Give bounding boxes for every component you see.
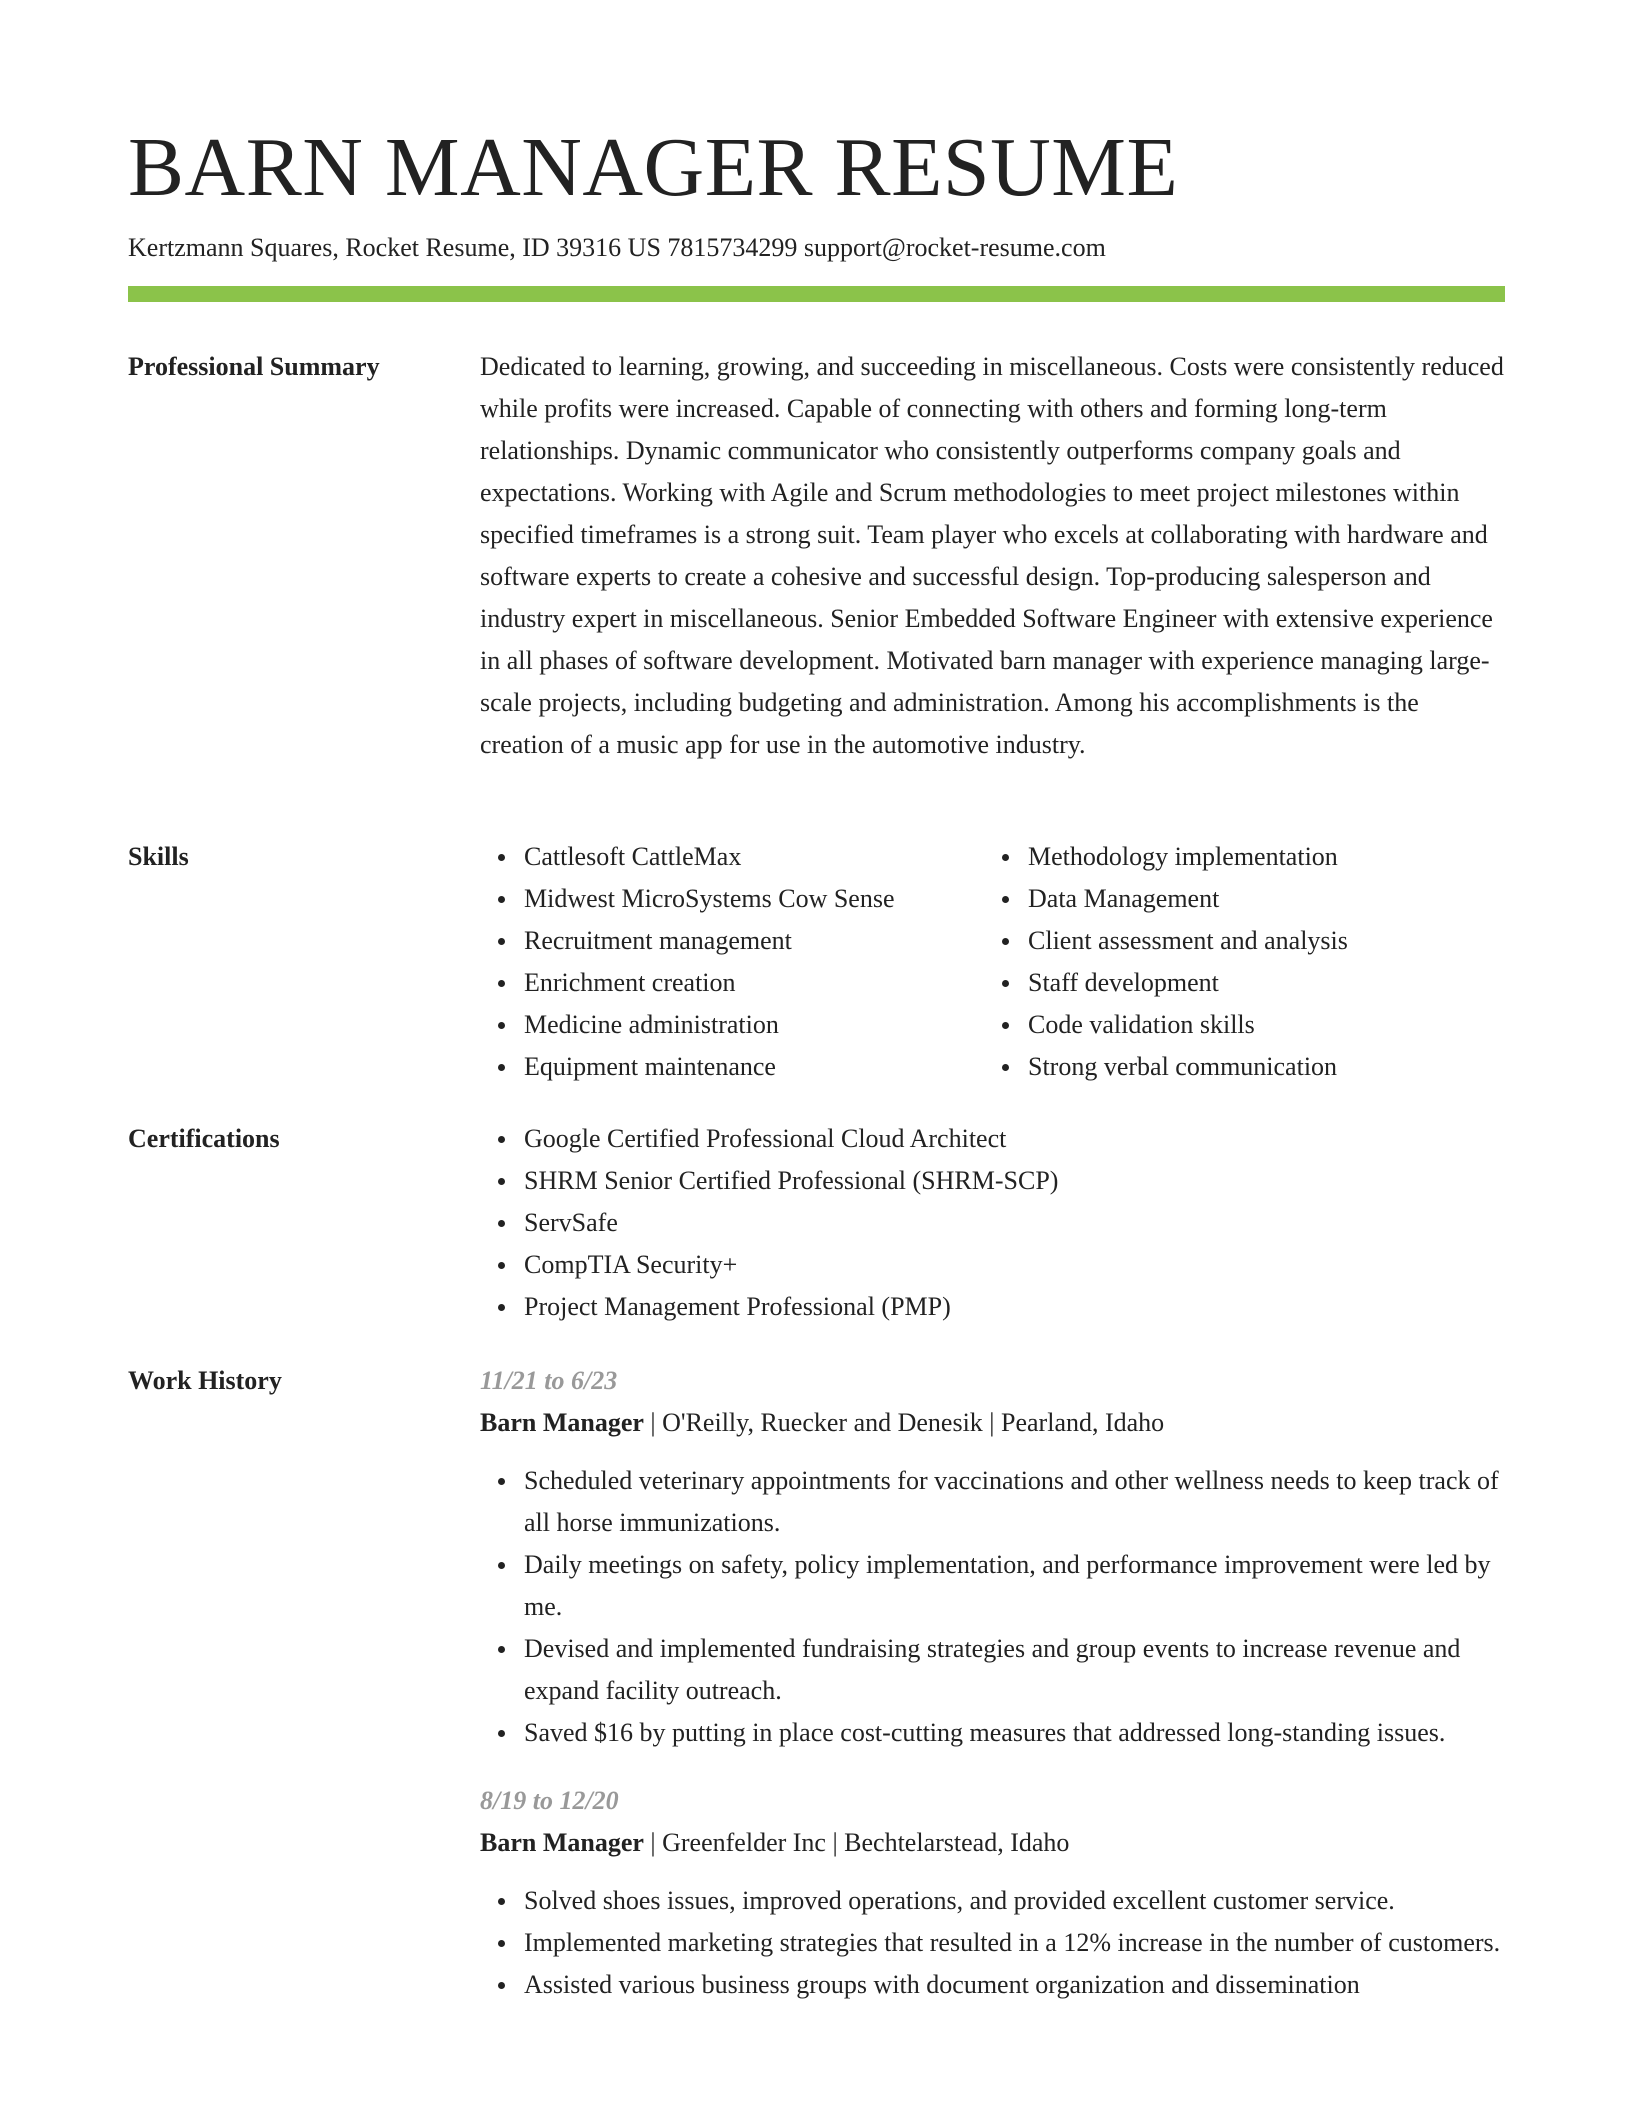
- skill-item: Enrichment creation: [524, 962, 984, 1004]
- work-history-label: Work History: [128, 1366, 282, 1395]
- certification-item: CompTIA Security+: [524, 1244, 1505, 1286]
- work-history-body: [480, 1360, 1505, 2032]
- summary-label: Professional Summary: [128, 352, 380, 381]
- certifications-body: [480, 1118, 1505, 1328]
- job-bullets: [480, 1460, 1505, 1754]
- job-dates: 11/21 to 6/23: [480, 1366, 618, 1395]
- summary-text: Dedicated to learning, growing, and succeeding in miscellaneous. Costs were consistently reduced while profits were increased. Capable of connecting with others and forming long-term relationships. Dynamic communicator who consistently outperforms company goals and expectations. Working with Agile and Scrum methodologies to meet project milestones within specified timeframes is a strong suit. Team player who excels at collaborating with hardware and software experts to create a cohesive and successful design. Top-producing salesperson and industry expert in miscellaneous. Senior Embedded Software Engineer with extensive experience in all phases of software development. Motivated barn manager with experience managing large-scale projects, including budgeting and administration. Among his accomplishments is the creation of a music app for use in the automotive industry.: [480, 352, 1504, 759]
- skill-item: Equipment maintenance: [524, 1046, 984, 1088]
- skill-item: Staff development: [1028, 962, 1505, 1004]
- skill-item: Medicine administration: [524, 1004, 984, 1046]
- skills-left-column: [480, 836, 984, 1088]
- skill-item: Recruitment management: [524, 920, 984, 962]
- job-dates: 8/19 to 12/20: [480, 1786, 619, 1815]
- skill-item: Client assessment and analysis: [1028, 920, 1505, 962]
- summary-body: [480, 346, 1505, 766]
- job-bullet: Saved $16 by putting in place cost-cutting measures that addressed long-standing issues.: [524, 1712, 1505, 1754]
- skills-label: Skills: [128, 842, 189, 871]
- job-bullet: Implemented marketing strategies that resulted in a 12% increase in the number of customers.: [524, 1922, 1505, 1964]
- job-heading: [480, 1822, 1505, 1864]
- job-bullet: Solved shoes issues, improved operations, and provided excellent customer service.: [524, 1880, 1505, 1922]
- job-bullet: Assisted various business groups with document organization and dissemination: [524, 1964, 1505, 2006]
- certification-item: Project Management Professional (PMP): [524, 1286, 1505, 1328]
- skills-list: [480, 836, 1505, 1088]
- job-entry: [480, 1780, 1505, 2006]
- skill-item: Code validation skills: [1028, 1004, 1505, 1046]
- resume-title: BARN MANAGER RESUME: [128, 121, 1179, 214]
- job-company-location: | O'Reilly, Ruecker and Denesik | Pearland, Idaho: [643, 1408, 1165, 1437]
- contact-line: Kertzmann Squares, Rocket Resume, ID 39316 US 7815734299 support@rocket-resume.com: [128, 233, 1106, 262]
- skill-item: Midwest MicroSystems Cow Sense: [524, 878, 984, 920]
- certifications-label: Certifications: [128, 1124, 280, 1153]
- job-company-location: | Greenfelder Inc | Bechtelarstead, Idaho: [643, 1828, 1070, 1857]
- job-entry: [480, 1360, 1505, 1754]
- job-heading: [480, 1402, 1505, 1444]
- skills-right-column: [984, 836, 1505, 1088]
- certification-item: SHRM Senior Certified Professional (SHRM-SCP): [524, 1160, 1505, 1202]
- skill-item: Strong verbal communication: [1028, 1046, 1505, 1088]
- certification-item: Google Certified Professional Cloud Architect: [524, 1118, 1505, 1160]
- skill-item: Data Management: [1028, 878, 1505, 920]
- skill-item: Cattlesoft CattleMax: [524, 836, 984, 878]
- job-bullet: Scheduled veterinary appointments for vaccinations and other wellness needs to keep track of all horse immunizations.: [524, 1460, 1505, 1544]
- job-bullet: Devised and implemented fundraising strategies and group events to increase revenue and expand facility outreach.: [524, 1628, 1505, 1712]
- job-bullets: [480, 1880, 1505, 2006]
- skill-item: Methodology implementation: [1028, 836, 1505, 878]
- header-divider: [128, 286, 1505, 302]
- job-role: Barn Manager: [480, 1828, 644, 1857]
- certifications-list: [480, 1118, 1505, 1328]
- job-role: Barn Manager: [480, 1408, 644, 1437]
- job-bullet: Daily meetings on safety, policy implementation, and performance improvement were led by me.: [524, 1544, 1505, 1628]
- certification-item: ServSafe: [524, 1202, 1505, 1244]
